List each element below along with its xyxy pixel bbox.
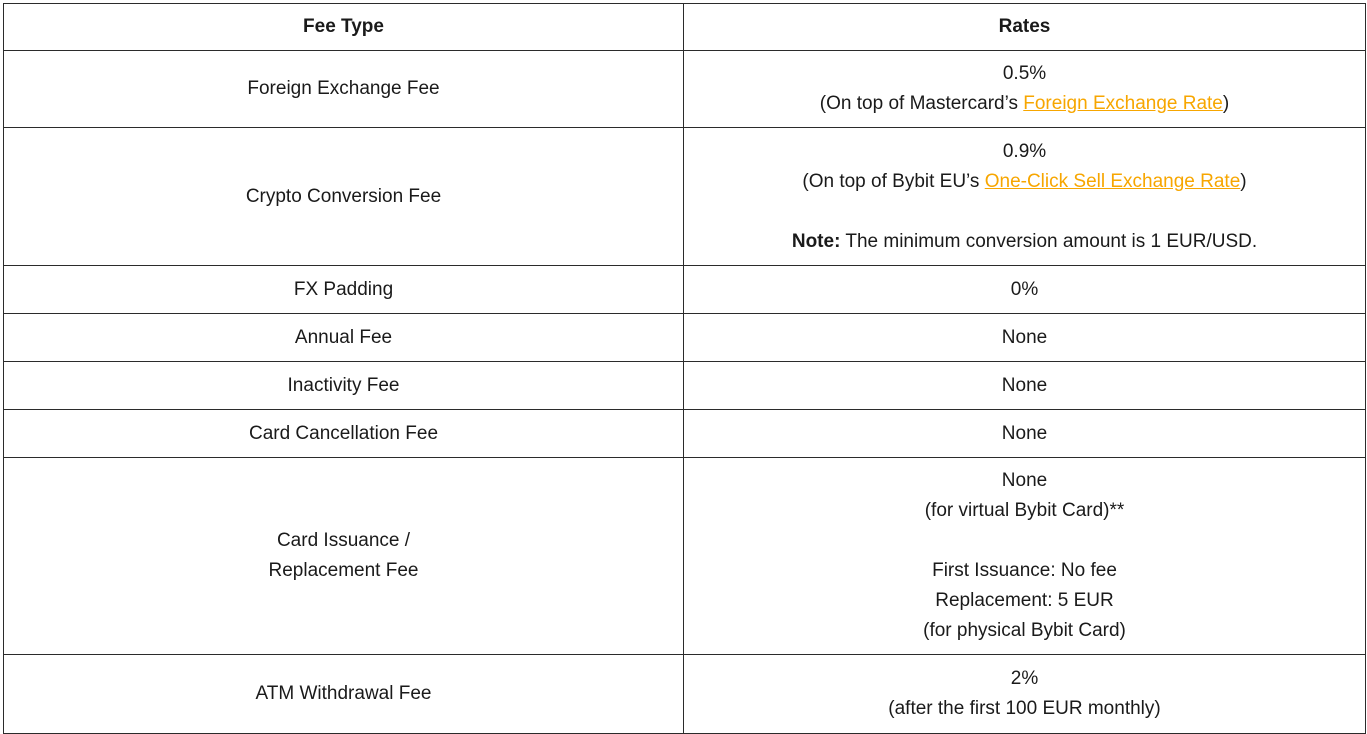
fee-type-cell: FX Padding bbox=[4, 266, 684, 314]
table-row-foreign-exchange bbox=[4, 51, 1366, 128]
rate-cell bbox=[684, 655, 1366, 734]
physical-card-note: (for physical Bybit Card) bbox=[923, 620, 1126, 641]
line-spacer bbox=[692, 526, 1357, 556]
fee-type-cell: Card Cancellation Fee bbox=[4, 410, 684, 458]
rate-note-prefix: (On top of Mastercard’s bbox=[819, 93, 1024, 114]
fee-type-cell: ATM Withdrawal Fee bbox=[4, 655, 684, 734]
rate-cell bbox=[684, 458, 1366, 655]
table-row-fx-padding bbox=[4, 266, 1366, 314]
table-row-atm-withdrawal bbox=[4, 655, 1366, 734]
rate-value: 0.9% bbox=[1002, 140, 1047, 162]
rate-value: 0.5% bbox=[1002, 63, 1047, 84]
table-row-inactivity bbox=[4, 362, 1366, 410]
line-spacer bbox=[692, 197, 1357, 227]
fee-type-cell: Crypto Conversion Fee bbox=[4, 128, 684, 266]
virtual-rate-value: None bbox=[1001, 470, 1048, 491]
rate-note-suffix: ) bbox=[1222, 93, 1230, 114]
header-fee-type: Fee Type bbox=[4, 4, 684, 51]
rate-cell: None bbox=[684, 314, 1366, 362]
virtual-card-note: (for virtual Bybit Card)** bbox=[924, 500, 1125, 521]
minimum-conversion-note bbox=[692, 227, 1357, 257]
fee-table bbox=[3, 3, 1366, 734]
table-row-card-issuance bbox=[4, 458, 1366, 655]
foreign-exchange-rate-link[interactable]: Foreign Exchange Rate bbox=[1023, 93, 1223, 114]
first-issuance-fee: First Issuance: No fee bbox=[932, 560, 1117, 581]
fee-type-line-1: Card Issuance / bbox=[276, 530, 411, 551]
rate-cell bbox=[684, 51, 1366, 128]
note-text: The minimum conversion amount is 1 EUR/USD. bbox=[840, 230, 1258, 252]
rate-note-suffix: ) bbox=[1240, 170, 1247, 192]
replacement-fee: Replacement: 5 EUR bbox=[935, 590, 1114, 611]
rate-value: 2% bbox=[1010, 668, 1039, 689]
header-row bbox=[4, 4, 1366, 51]
rate-note-prefix: (On top of Bybit EU’s bbox=[802, 170, 985, 192]
rate-cell: None bbox=[684, 410, 1366, 458]
rate-cell: None bbox=[684, 362, 1366, 410]
header-rates: Rates bbox=[684, 4, 1366, 51]
note-label: Note: bbox=[791, 230, 841, 252]
one-click-sell-exchange-rate-link[interactable]: One-Click Sell Exchange Rate bbox=[984, 170, 1241, 192]
fee-type-cell: Foreign Exchange Fee bbox=[4, 51, 684, 128]
fee-type-cell bbox=[4, 458, 684, 655]
rate-cell: 0% bbox=[684, 266, 1366, 314]
table-row-annual bbox=[4, 314, 1366, 362]
rate-note bbox=[692, 89, 1357, 119]
rate-note bbox=[692, 167, 1357, 197]
table-row-crypto-conversion bbox=[4, 128, 1366, 266]
fee-type-line-2: Replacement Fee bbox=[268, 560, 419, 581]
rate-note: (after the first 100 EUR monthly) bbox=[888, 698, 1161, 719]
table-row-card-cancellation bbox=[4, 410, 1366, 458]
fee-type-cell: Inactivity Fee bbox=[4, 362, 684, 410]
fee-type-cell: Annual Fee bbox=[4, 314, 684, 362]
rate-cell bbox=[684, 128, 1366, 266]
